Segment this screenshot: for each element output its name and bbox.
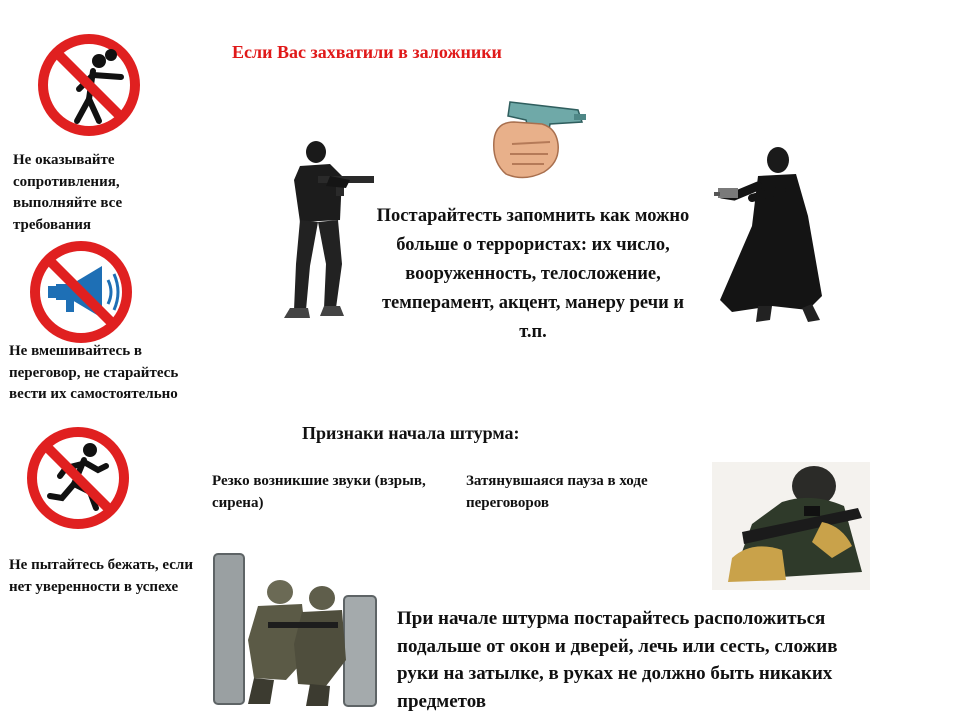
aiming-soldier-illustration	[712, 462, 870, 590]
rule-no-intervention: Не вмешивайтесь в переговор, не старайтесь вести их самостоятельно	[9, 343, 179, 402]
storm-signs-heading: Признаки начала штурма:	[302, 423, 520, 443]
storm-sign-sounds: Резко возникшие звуки (взрыв, сирена)	[212, 473, 426, 511]
riot-shield-team-illustration	[214, 548, 380, 708]
masked-gunman-illustration	[270, 140, 376, 320]
no-fighting-icon	[37, 33, 141, 137]
coated-gunman-illustration	[712, 146, 828, 326]
hand-pistol-illustration	[490, 92, 592, 182]
storm-sign-pause: Затянувшаяся пауза в ходе переговоров	[466, 473, 648, 511]
page-title: Если Вас захватили в заложники	[232, 42, 502, 62]
no-megaphone-icon	[26, 240, 136, 344]
no-running-icon	[26, 426, 130, 530]
storm-final-tip: При начале штурма постарайтесь расположиться подальше от окон и дверей, лечь или сесть, сложив руки на затылке, в руках не должно быть никаких предметов	[397, 608, 838, 712]
memory-tip: Постарайтесть запомнить как можно больше о террористах: их число, вооруженность, телосложение, темперамент, акцент, манеру речи и т.п.	[376, 206, 690, 342]
rule-no-resistance: Не оказывайте сопротивления, выполняйте все требования	[13, 152, 123, 233]
rule-no-escape: Не пытайтесь бежать, если нет уверенности в успехе	[9, 557, 193, 595]
